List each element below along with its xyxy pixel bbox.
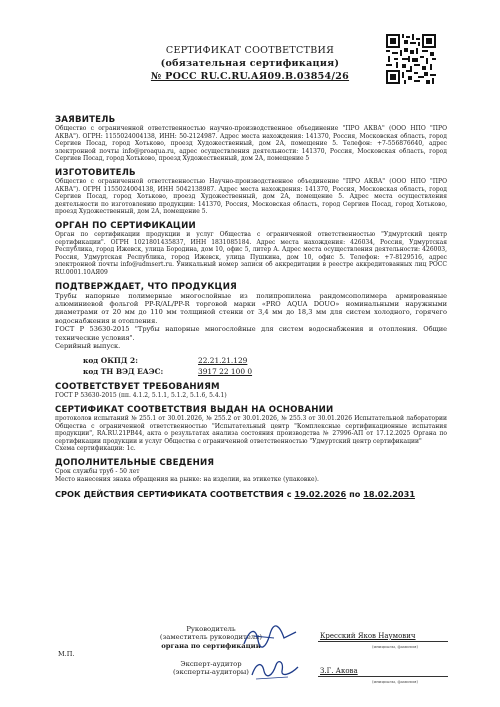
stamp-label: М.П. bbox=[58, 650, 75, 658]
validity-from-date: 19.02.2026 bbox=[294, 489, 347, 500]
cert-body-text: Орган по сертификации продукции и услуг Общества с ограниченной ответственностью "Удмуртский центр сертификации". ОГРН 1021801435837, ИНН 1831085184. Адрес места нахождения: 426034, Россия, Удмуртская Республика, город Ижевск, улица Бородина, дом 10, офис 5, литер А. Адрес места осуществления деятельности: 426003, Россия, Удмуртская Республика, город Ижевск, улица Пушкина, дом 10, офис 5. Телефон: +7-8129516, адрес электронной почты info@udmsert.ru. Уникальный номер записи об аккредитации в реестре аккредитованных лиц РОСС RU.0001.10АЯ09 bbox=[55, 230, 447, 276]
additional-section bbox=[55, 458, 447, 483]
certificate-number: № РОСС RU.C.RU.АЯ09.В.03854/26 bbox=[150, 71, 350, 82]
cert-body-heading: ОРГАН ПО СЕРТИФИКАЦИИ bbox=[55, 220, 196, 231]
additional-text-2: Место нанесения знака обращения на рынке: на изделии, на этикетке (упаковке). bbox=[55, 475, 319, 483]
validity-from-prefix: с bbox=[286, 489, 292, 500]
certificate-subtitle: (обязательная сертификация) bbox=[160, 58, 340, 69]
product-heading: ПОДТВЕРЖДАЕТ, ЧТО ПРОДУКЦИЯ bbox=[55, 281, 237, 292]
production-type: Серийный выпуск. bbox=[55, 341, 121, 350]
codes-section bbox=[55, 355, 447, 377]
head-label-line-3: органа по сертификации bbox=[161, 641, 261, 650]
head-name: Кресский Яков Наумович bbox=[320, 632, 416, 640]
product-section bbox=[55, 282, 447, 351]
validity-to-prefix: по bbox=[349, 489, 361, 500]
head-name-line bbox=[318, 641, 448, 642]
head-label-line-1: Руководитель bbox=[186, 625, 236, 633]
manufacturer-text: Общество с ограниченной ответственностью Научно-производственное объединение "ПРО АКВА" (ООО НПО "ПРО АКВА"). ОГРН 1155024004138, ИНН 5042138987. Адрес места нахождения: 141370, Россия, Московская область, город Сергиев Посад, город Хотьково, проезд Художественный, дом 2А, помещение 5. Адрес места осуществления деятельности по изготовлению продукции: 141370, Россия, Московская область, город Сергиев Посад, город Хотьково, проезд Художественный, дом 2А, помещение 5. bbox=[55, 177, 447, 216]
applicant-section bbox=[55, 115, 447, 163]
manufacturer-heading: ИЗГОТОВИТЕЛЬ bbox=[55, 167, 136, 178]
basis-scheme: Схема сертификации: 1с. bbox=[55, 445, 136, 453]
additional-text-1: Срок службы труб - 50 лет bbox=[55, 467, 140, 475]
expert-label-line-2: (эксперты-аудиторы) bbox=[173, 668, 249, 677]
expert-name-line bbox=[318, 676, 448, 677]
product-standard: ГОСТ Р 53630-2015 "Трубы напорные многослойные для систем водоснабжения и отопления. Общие технические условия". bbox=[55, 325, 447, 342]
requirements-section bbox=[55, 382, 447, 400]
head-name-caption: (инициалы, фамилия) bbox=[372, 644, 419, 649]
certificate-title: СЕРТИФИКАТ СООТВЕТСТВИЯ bbox=[165, 45, 335, 56]
tnved-value: 3917 22 100 0 bbox=[198, 367, 253, 377]
validity-to-date: 18.02.2031 bbox=[363, 489, 416, 500]
tnved-label: код ТН ВЭД ЕАЭС: bbox=[83, 367, 164, 377]
manufacturer-section bbox=[55, 168, 447, 216]
expert-label-line-1: Эксперт-аудитор bbox=[180, 660, 242, 668]
expert-name: З.Г. Акова bbox=[320, 667, 358, 675]
basis-section bbox=[55, 405, 447, 453]
basis-text: протоколов испытаний № 255.1 от 30.01.2026, № 255.2 от 30.01.2026, № 255.3 от 30.01.2026 Испытательной лаборатории Общества с ограниченной ответственностью "Испытательный центр "Комплексные сертификационные испытания продукции", RA.RU.21PB44, акта о результатах анализа состояния производства № 27996-АП от 17.12.2025 Органа по сертификации продукции и услуг Общества с ограниченной ответственностью "Удмуртский центр сертификации" bbox=[55, 414, 447, 445]
head-signature-icon bbox=[240, 622, 300, 652]
cert-body-section bbox=[55, 221, 447, 277]
additional-heading: ДОПОЛНИТЕЛЬНЫЕ СВЕДЕНИЯ bbox=[55, 457, 215, 468]
head-label-line-2: (заместитель руководителя) bbox=[159, 633, 263, 642]
basis-heading: СЕРТИФИКАТ СООТВЕТСТВИЯ ВЫДАН НА ОСНОВАНИИ bbox=[55, 404, 334, 415]
okpd2-label: код ОКПД 2: bbox=[83, 356, 138, 366]
expert-signature-icon bbox=[248, 655, 303, 683]
applicant-text: Общество с ограниченной ответственностью научно-производственное объединение "ПРО АКВА" (ООО НПО "ПРО АКВА"). ОГРН: 1155024004138, ИНН: 50-2124987. Адрес места нахождения: 141370, Россия, Московская область, город Сергиев Посад, город Хотьково, проезд Художественный, дом 2А, помещение 5. Телефон: +7-556876640, адрес электронной почты info@proaqua.ru, адрес осуществления деятельности: 141370, Россия, Московская область, город Сергиев Посад, город Хотьково, проезд Художественный, дом 2А, помещение 5 bbox=[55, 125, 447, 163]
expert-name-caption: (инициалы, фамилия) bbox=[372, 679, 419, 684]
okpd2-value: 22.21.21.129 bbox=[198, 356, 248, 366]
tnved-row bbox=[83, 366, 447, 377]
qr-code-icon bbox=[386, 34, 436, 84]
certificate-body bbox=[55, 115, 447, 500]
requirements-heading: СООТВЕТСТВУЕТ ТРЕБОВАНИЯМ bbox=[55, 382, 220, 393]
product-description: Трубы напорные полимерные многослойные из полипропилена рандомсополимера армированные алюминиевой фольгой PP-R/AL/PP-R торговой марки «PRO AQUA DOUO» номинальными наружными диаметрами от 20 мм до 110 мм толщиной стенки от 3,4 мм до 18,3 мм для систем холодного, горячего водоснабжения и отопления. bbox=[55, 291, 447, 325]
okpd2-row bbox=[83, 355, 447, 366]
applicant-heading: ЗАЯВИТЕЛЬ bbox=[55, 115, 116, 125]
validity-line bbox=[55, 488, 447, 500]
requirements-text: ГОСТ Р 53630-2015 (пп. 4.1.2, 5.1.1, 5.1.2, 5.1.6, 5.4.1) bbox=[55, 392, 227, 400]
validity-label: СРОК ДЕЙСТВИЯ СЕРТИФИКАТА СООТВЕТСТВИЯ bbox=[55, 489, 284, 500]
